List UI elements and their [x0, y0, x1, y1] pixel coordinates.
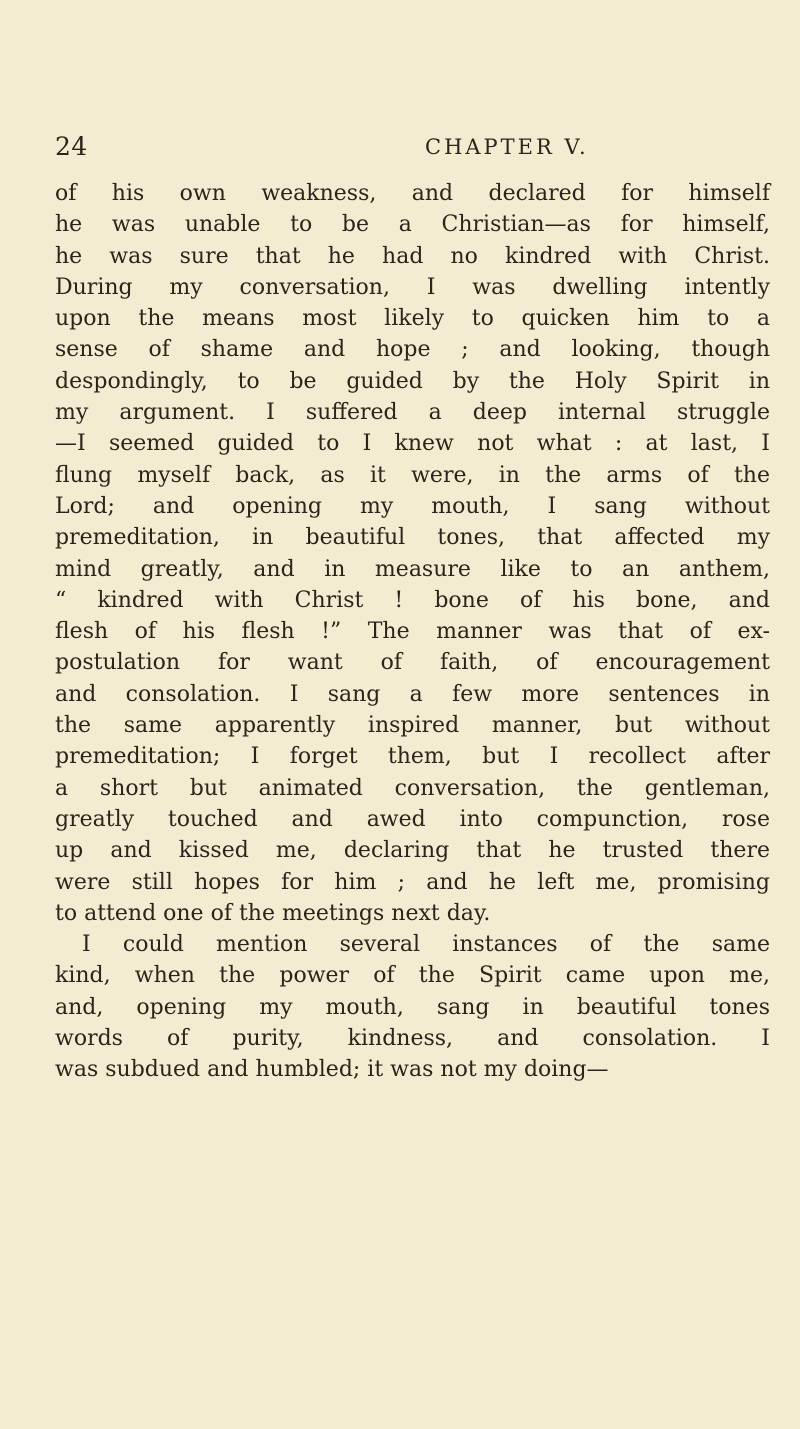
text-line: and, opening my mouth, sang in beautiful tones: [55, 994, 770, 1020]
text-line: During my conversation, I was dwelling intently: [55, 274, 770, 300]
text-line: he was unable to be a Christian—as for himself,: [55, 212, 770, 238]
text-line: and consolation. I sang a few more sentences in: [55, 681, 770, 707]
text-line: postulation for want of faith, of encouragement: [55, 650, 770, 676]
text-line: were still hopes for him ; and he left me, promising: [55, 869, 770, 895]
paragraph: [55, 929, 770, 1085]
text-line: kind, when the power of the Spirit came upon me,: [55, 963, 770, 989]
text-line: he was sure that he had no kindred with Christ.: [55, 243, 770, 269]
text-line: sense of shame and hope ; and looking, though: [55, 337, 770, 363]
text-line: premeditation, in beautiful tones, that affected my: [55, 525, 770, 551]
text-line: words of purity, kindness, and consolation. I: [55, 1026, 770, 1052]
text-line: up and kissed me, declaring that he trusted there: [55, 838, 770, 864]
text-line: “ kindred with Christ ! bone of his bone, and: [55, 587, 770, 613]
text-line: Lord; and opening my mouth, I sang without: [55, 493, 770, 519]
text-line: greatly touched and awed into compunction, rose: [55, 806, 770, 832]
text-line: my argument. I suffered a deep internal struggle: [55, 400, 770, 426]
text-line: of his own weakness, and declared for himself: [55, 181, 770, 206]
text-line: the same apparently inspired manner, but without: [55, 713, 770, 739]
page-number: 24: [55, 132, 88, 161]
text-line: flung myself back, as it were, in the arms of the: [55, 462, 770, 488]
text-line: despondingly, to be guided by the Holy Spirit in: [55, 368, 770, 394]
running-head: CHAPTER V.: [425, 135, 589, 159]
text-line: I could mention several instances of the same: [82, 932, 770, 958]
text-line: mind greatly, and in measure like to an anthem,: [55, 556, 770, 582]
text-line: flesh of his flesh !” The manner was that of ex-: [55, 619, 770, 645]
paragraph: [55, 178, 770, 929]
text-line: to attend one of the meetings next day.: [55, 900, 491, 926]
page-header: [55, 132, 770, 172]
body-text: [55, 178, 770, 1086]
text-line: a short but animated conversation, the gentleman,: [55, 775, 770, 801]
text-line: was subdued and humbled; it was not my doing—: [55, 1057, 609, 1083]
text-line: premeditation; I forget them, but I recollect after: [55, 744, 770, 770]
text-line: upon the means most likely to quicken him to a: [55, 306, 770, 332]
text-line: —I seemed guided to I knew not what : at last, I: [55, 431, 770, 457]
